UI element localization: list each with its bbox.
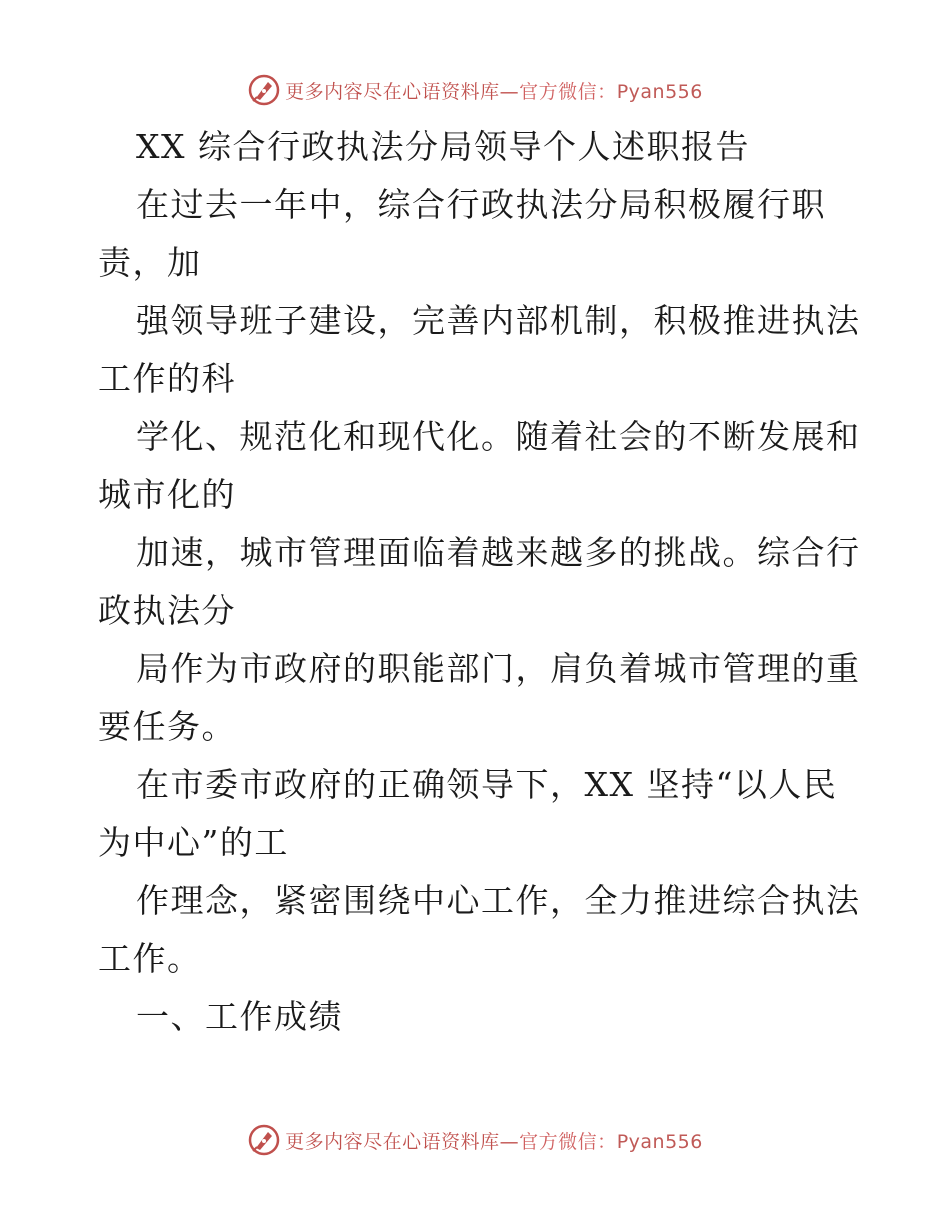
document-body [98,118,861,1046]
paragraph-line: 在过去一年中，综合行政执法分局积极履行职 [136,185,826,224]
paragraph-line: 在市委市政府的正确领导下，XX 坚持“以人民 [136,765,838,804]
header-watermark [0,70,950,110]
pen-nib-logo-icon [247,73,281,107]
paragraph-line: 强领导班子建设，完善内部机制，积极推进执法 [136,301,861,340]
watermark-text [285,77,703,104]
watermark-separator: — [499,80,520,103]
watermark-wechat-label: 官方微信： [519,1130,617,1153]
watermark-wechat-id: Pyan556 [616,1130,703,1153]
paragraph-line: 工作。 [98,939,202,978]
watermark-main: 更多内容尽在心语资料库 [285,1130,500,1153]
paragraph-line: 要任务。 [98,707,236,746]
paragraph-line: 为中心”的工 [98,823,289,862]
watermark-main: 更多内容尽在心语资料库 [285,80,500,103]
pen-nib-logo-icon [247,1123,281,1157]
paragraph-line: 学化、规范化和现代化。随着社会的不断发展和 [136,417,861,456]
document-title: XX 综合行政执法分局领导个人述职报告 [136,127,750,166]
watermark-wechat-id: Pyan556 [616,80,703,103]
watermark-wechat-label: 官方微信： [519,80,617,103]
watermark-separator: — [499,1130,520,1153]
paragraph-line: 局作为市政府的职能部门，肩负着城市管理的重 [136,649,861,688]
paragraph-line: 政执法分 [98,591,236,630]
paragraph-line: 加速，城市管理面临着越来越多的挑战。综合行 [136,533,861,572]
paragraph-line: 作理念，紧密围绕中心工作，全力推进综合执法 [136,881,861,920]
paragraph-line: 责，加 [98,243,202,282]
paragraph-line: 城市化的 [98,475,236,514]
paragraph-line: 工作的科 [98,359,236,398]
footer-watermark [0,1120,950,1160]
watermark-text [285,1127,703,1154]
section-heading: 一、工作成绩 [136,997,343,1036]
